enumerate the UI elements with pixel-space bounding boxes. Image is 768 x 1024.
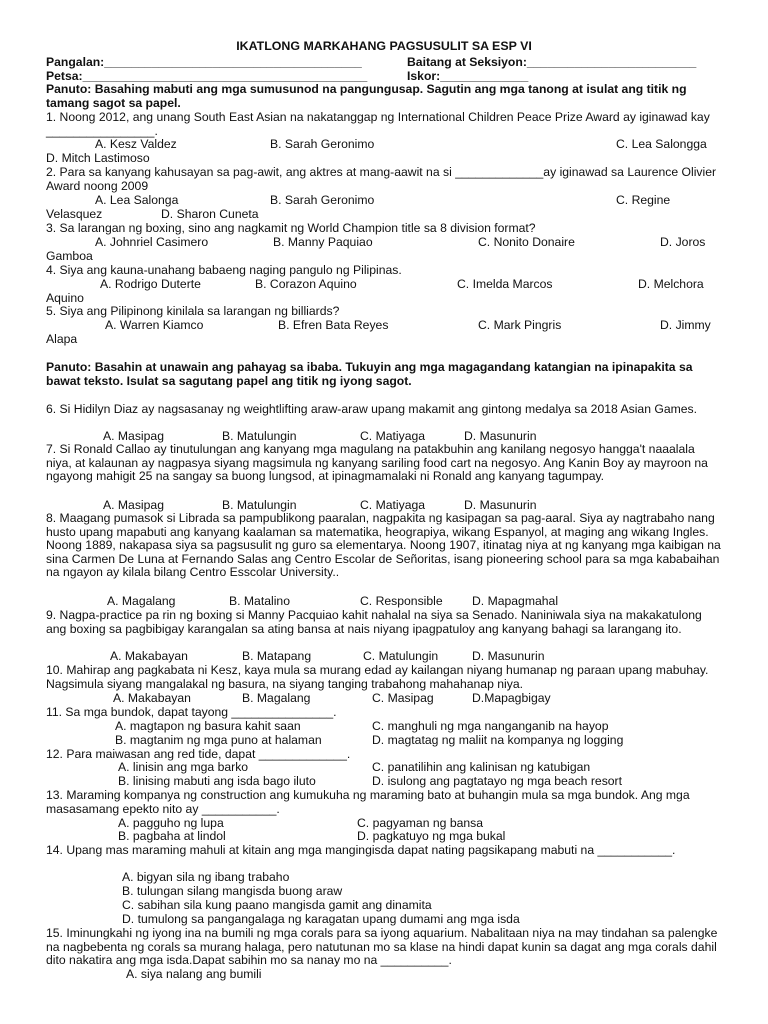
q5-option-b: B. Efren Bata Reyes: [278, 318, 389, 332]
question-11: 11. Sa mga bundok, dapat tayong _______________.: [46, 705, 337, 719]
q10-option-b: B. Magalang: [242, 691, 311, 705]
q6-option-d: D. Masunurin: [464, 429, 537, 443]
q13-option-d: D. pagkatuyo ng mga bukal: [357, 829, 506, 843]
q2-option-c-cont: Velasquez: [46, 207, 103, 221]
q7-option-b: B. Matulungin: [222, 498, 297, 512]
q10-option-d: D.Mapagbigay: [472, 691, 551, 705]
question-7: 7. Si Ronald Callao ay tinutulungan ang kanyang mga magulang na patakbuhin ang kanilang negosyo hangga't naaalala niya, at kalaunan ay nagpasya siyang magsimula ng kanyang sariling food cart na negosyo. Ang Kanin Boy ay mayroon na ngayong mahigit 25 na sangay sa buong lungsod, at ipinagmamalaki ni Ronald ang kanyang tagumpay.: [46, 442, 708, 484]
exam-title: IKATLONG MARKAHANG PAGSUSULIT SA ESP VI: [236, 39, 532, 53]
q5-option-c: C. Mark Pingris: [478, 318, 562, 332]
instructions-part-2: Panuto: Basahin at unawain ang pahayag sa ibaba. Tukuyin ang mga magagandang katangian na ipinapakita sa bawat teksto. Isulat sa sagutang papel ang titik ng iyong sagot.: [46, 360, 693, 388]
q1-option-c: C. Lea Salongga: [616, 137, 707, 151]
question-8: 8. Maagang pumasok si Librada sa pampublikong paaralan, nagpakita ng kasipagan sa pag-aaral. Siya ay nagtrabaho nang husto upang mapabuti ang kanyang kaalaman sa matematika, heograpiya, wikang Espanyol, at maging ang wikang Ingles. Noong 1889, nakapasa siya sa pagsusulit ng guro sa elementarya. Noong 1907, itinatag niya at ng kanyang mga kaibigan na sina Carmen De Luna at Fernando Salas ang Centro Escolar de Señoritas, isang pioneering school para sa mga kababaihan na ngayon ay kilala bilang Centro Esscolar University..: [46, 511, 721, 580]
q3-option-d-cont: Gamboa: [46, 249, 93, 263]
q1-option-d: D. Mitch Lastimoso: [46, 151, 150, 165]
q9-option-d: D. Masunurin: [472, 649, 545, 663]
q5-option-a: A. Warren Kiamco: [105, 318, 204, 332]
q5-option-d: D. Jimmy: [660, 318, 711, 332]
q12-option-a: A. linisin ang mga barko: [118, 760, 249, 774]
question-6: 6. Si Hidilyn Diaz ay nagsasanay ng weightlifting araw-araw upang makamit ang gintong medalya sa 2018 Asian Games.: [46, 402, 698, 416]
q6-option-a: A. Masipag: [103, 429, 164, 443]
q13-option-c: C. pagyaman ng bansa: [357, 816, 484, 830]
q4-option-b: B. Corazon Aquino: [255, 277, 357, 291]
q2-option-b: B. Sarah Geronimo: [270, 193, 375, 207]
q12-option-d: D. isulong ang pagtatayo ng mga beach resort: [372, 774, 623, 788]
q6-option-b: B. Matulungin: [222, 429, 297, 443]
q14-option-c: C. sabihan sila kung paano mangisda gamit ang dinamita: [122, 898, 432, 912]
instructions-part-1: Panuto: Basahing mabuti ang mga sumusunod na pangungusap. Sagutin ang mga tanong at isulat ang titik ng tamang sagot sa papel.: [46, 82, 687, 110]
q4-option-d: D. Melchora: [638, 277, 704, 291]
question-4: 4. Siya ang kauna-unahang babaeng naging pangulo ng Pilipinas.: [46, 263, 402, 277]
q8-option-d: D. Mapagmahal: [472, 594, 559, 608]
q3-option-d: D. Joros: [660, 235, 706, 249]
q12-option-b: B. linising mabuti ang isda bago iluto: [118, 774, 316, 788]
q4-option-d-cont: Aquino: [46, 291, 84, 305]
q2-option-c: C. Regine: [616, 193, 671, 207]
date-field: Petsa:__________________________________________: [46, 69, 368, 83]
question-9: 9. Nagpa-practice pa rin ng boxing si Manny Pacquiao kahit nahalal na siya sa Senado. Naniniwala siya na makakatulong ang boxing sa pagbibigay karangalan sa ating bansa at nais niyang ipagpatuloy ang kanyang bahagi sa larangang ito.: [46, 608, 702, 636]
q11-option-b: B. magtanim ng mga puno at halaman: [115, 733, 322, 747]
name-field: Pangalan:______________________________________: [46, 55, 362, 69]
q4-option-a: A. Rodrigo Duterte: [100, 277, 201, 291]
q15-option-a: A. siya nalang ang bumili: [126, 967, 262, 981]
q2-option-d: D. Sharon Cuneta: [161, 207, 259, 221]
q1-option-a: A. Kesz Valdez: [95, 137, 177, 151]
q4-option-c: C. Imelda Marcos: [457, 277, 553, 291]
question-13: 13. Maraming kompanya ng construction ang kumukuha ng maraming bato at buhangin mula sa mga bundok. Ang mga masasamang epekto nito ay ___________.: [46, 788, 690, 816]
q9-option-b: B. Matapang: [242, 649, 312, 663]
q14-option-a: A. bigyan sila ng ibang trabaho: [122, 870, 290, 884]
question-15: 15. Iminungkahi ng iyong ina na bumili ng mga corals para sa iyong aquarium. Nabalitaan niya na may tindahan sa palengke na nagbebenta ng corals sa murang halaga, pero natutunan mo sa klase na hindi dapat kunin sa dagat ang mga corals dahil dito nakatira ang mga isda.Dapat sabihin mo sa nanay mo na __________.: [46, 926, 718, 968]
q11-option-d: D. magtatag ng maliit na kompanya ng logging: [372, 733, 624, 747]
q7-option-c: C. Matiyaga: [360, 498, 426, 512]
q2-option-a: A. Lea Salonga: [95, 193, 179, 207]
q13-option-a: A. pagguho ng lupa: [118, 816, 224, 830]
grade-section-field: Baitang at Seksiyon:_________________________: [407, 55, 697, 69]
question-14: 14. Upang mas maraming mahuli at kitain ang mga mangingisda dapat nating pagsikapang mabuti na ___________.: [46, 843, 676, 857]
q8-option-a: A. Magalang: [107, 594, 176, 608]
score-field: Iskor:_____________: [407, 69, 529, 83]
q8-option-c: C. Responsible: [360, 594, 443, 608]
q6-option-c: C. Matiyaga: [360, 429, 426, 443]
q3-option-c: C. Nonito Donaire: [478, 235, 575, 249]
q7-option-a: A. Masipag: [103, 498, 164, 512]
q13-option-b: B. pagbaha at lindol: [118, 829, 226, 843]
q9-option-c: C. Matulungin: [363, 649, 439, 663]
q8-option-b: B. Matalino: [229, 594, 290, 608]
question-12: 12. Para maiwasan ang red tide, dapat _____________.: [46, 747, 351, 761]
q11-option-a: A. magtapon ng basura kahit saan: [115, 719, 301, 733]
q3-option-b: B. Manny Paquiao: [273, 235, 373, 249]
question-1: 1. Noong 2012, ang unang South East Asian na nakatanggap ng International Children Peace Prize Award ay iginawad kay ________________.: [46, 110, 710, 138]
q1-option-b: B. Sarah Geronimo: [270, 137, 375, 151]
question-2: 2. Para sa kanyang kahusayan sa pag-awit, ang aktres at mang-aawit na si _____________ay iginawad sa Laurence Olivier Award noong 2009: [46, 165, 717, 193]
q14-option-d: D. tumulong sa pangangalaga ng karagatan upang dumami ang mga isda: [122, 912, 520, 926]
q7-option-d: D. Masunurin: [464, 498, 537, 512]
question-5: 5. Siya ang Pilipinong kinilala sa larangan ng billiards?: [46, 304, 340, 318]
q12-option-c: C. panatilihin ang kalinisan ng katubigan: [372, 760, 591, 774]
q3-option-a: A. Johnriel Casimero: [95, 235, 209, 249]
q11-option-c: C. manghuli ng mga nanganganib na hayop: [372, 719, 609, 733]
question-10: 10. Mahirap ang pagkabata ni Kesz, kaya mula sa murang edad ay kailangan niyang humanap ng paraan upang mabuhay. Nagsimula siyang mangalakal ng basura, na siyang tanging trabahong mahahanap niya.: [46, 663, 709, 691]
q9-option-a: A. Makabayan: [110, 649, 188, 663]
q10-option-c: C. Masipag: [372, 691, 434, 705]
question-3: 3. Sa larangan ng boxing, sino ang nagkamit ng World Champion title sa 8 division format?: [46, 221, 536, 235]
q5-option-d-cont: Alapa: [46, 332, 78, 346]
q10-option-a: A. Makabayan: [113, 691, 191, 705]
q14-option-b: B. tulungan silang mangisda buong araw: [122, 884, 343, 898]
